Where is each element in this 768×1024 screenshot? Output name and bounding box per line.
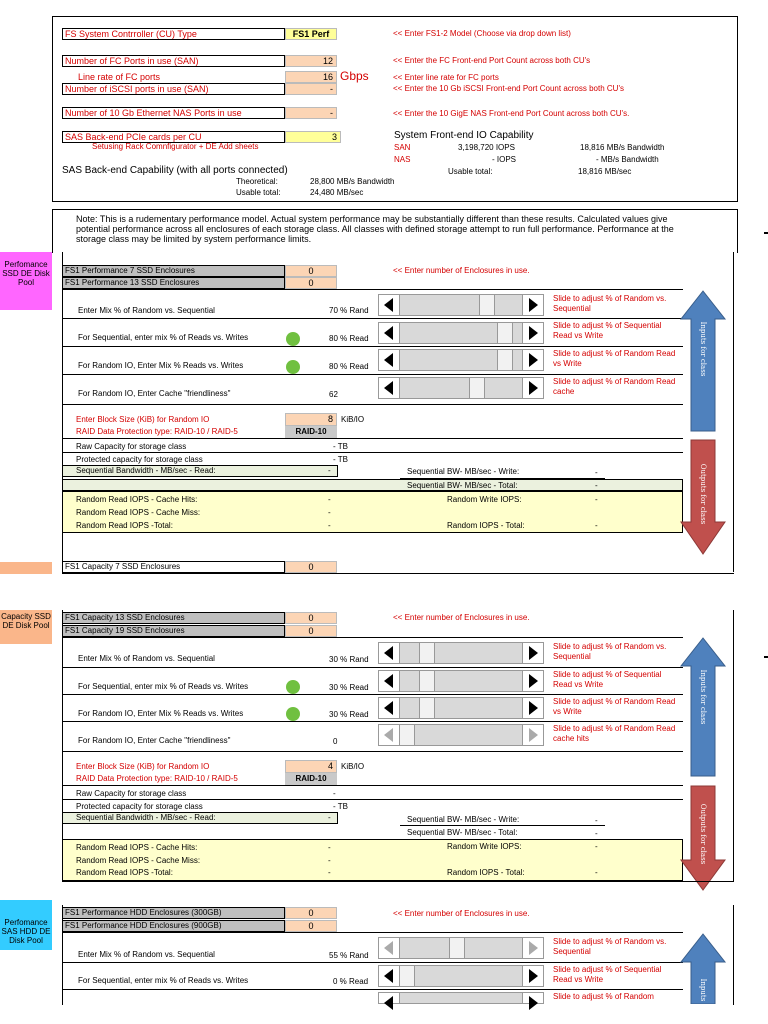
pool1-block-input[interactable]: 8 [285, 413, 337, 426]
pool1-seq-bw-read-value: - [328, 466, 331, 475]
pool2-prot-label: Protected capacity for storage class [76, 802, 203, 811]
pool1-enc2-label: FS1 Performance 13 SSD Enclosures [62, 277, 285, 289]
slider-thumb[interactable] [449, 938, 465, 958]
pool1-rand-rw-slider[interactable] [378, 349, 544, 371]
pool3-rand-rw-slider[interactable] [378, 992, 544, 1004]
pool1-prot-label: Protected capacity for storage class [76, 455, 203, 464]
slider-right-arrow-icon[interactable] [522, 698, 543, 718]
pool1-seq-rw-label: For Sequential, enter mix % of Reads vs. Writes [78, 333, 249, 342]
cu-type-select[interactable]: FS1 Perf [285, 28, 337, 40]
pool1-enc1-label: FS1 Performance 7 SSD Enclosures [62, 265, 285, 277]
slider-thumb[interactable] [399, 966, 415, 986]
pool2-raid-select[interactable]: RAID-10 [285, 773, 337, 785]
sas-cards-label: SAS Back-end PCIe cards per CU [62, 131, 285, 143]
pool2-bottom [62, 881, 734, 882]
pool3-mix-rand-label: Enter Mix % of Random vs. Sequential [78, 950, 215, 959]
nas-ports-label: Number of 10 Gb Ethernet NAS Ports in use [62, 107, 285, 119]
pool1-r-iops-total-label: Random IOPS - Total: [447, 521, 525, 530]
pool3-enc1-label: FS1 Performance HDD Enclosures (300GB) [62, 907, 285, 919]
pool1-rand-status-icon [286, 360, 300, 374]
san-iops: 3,198,720 IOPS [458, 143, 515, 152]
fc-rate-unit: Gbps [340, 69, 369, 83]
fc-ports-note: << Enter the FC Front-end Port Count across both CU's [393, 56, 591, 65]
pool2-seq-rw-label: For Sequential, enter mix % of Reads vs. Writes [78, 682, 249, 691]
pool1-rand-rw-note: Slide to adjust % of Random Read vs Write [553, 349, 676, 368]
pool2-sep [62, 751, 683, 752]
pool2-rand-rw-note: Slide to adjust % of Random Read vs Write [553, 697, 676, 716]
pool1-inputs-label: Inputs for class [699, 321, 707, 377]
pool1-sep [62, 438, 683, 439]
pool2-sep [62, 721, 683, 722]
pool2-cache-label: For Random IO, Enter Cache "friendliness" [78, 736, 231, 745]
slider-thumb[interactable] [399, 725, 415, 745]
nas-cap-label: NAS [394, 155, 411, 164]
pool2-seq-rw-slider[interactable] [378, 670, 544, 692]
pool1-seq-bw-total-value: - [595, 481, 598, 490]
pool1-cache-label: For Random IO, Enter Cache "friendliness" [78, 389, 231, 398]
slider-left-arrow-icon[interactable] [379, 295, 400, 315]
fc-rate-note: << Enter line rate for FC ports [393, 73, 499, 82]
pool2-seq-bw-read-value: - [328, 813, 331, 822]
fc-rate-label: Line rate of FC ports [78, 72, 161, 82]
pool2-seq-bw-total-value: - [595, 829, 598, 838]
fc-ports-input[interactable]: 12 [285, 55, 337, 67]
pool2-seq-rw-value: 30 % Read [329, 683, 369, 692]
pool1-block-label: Enter Block Size (KiB) for Random IO [76, 415, 210, 424]
slider-thumb[interactable] [419, 698, 435, 718]
iscsi-note: << Enter the 10 Gb iSCSI Front-end Port Count across both CU's [393, 84, 624, 93]
fc-ports-label: Number of FC Ports in use (SAN) [62, 55, 285, 67]
pool2-enc2-input[interactable]: 0 [285, 625, 337, 637]
note-text: Note: This is a rudementary performance model. Actual system performance may be substantially different than these results. Calculated values give potential performance across all enclosures of each storage class. All classes with defined storage attempt to run full performance. Performance at the storage class may be limited by system performance limits. [76, 214, 674, 244]
pool3-rand-rw-note: Slide to adjust % of Random [553, 992, 654, 1001]
slider-thumb[interactable] [497, 350, 513, 370]
slider-thumb[interactable] [419, 671, 435, 691]
pool2-rw-iops-label: Random Write IOPS: [447, 842, 522, 851]
pool2-rand-rw-slider[interactable] [378, 697, 544, 719]
pool2-seq-bw-write-label: Sequential BW- MB/sec - Write: [407, 815, 520, 824]
pool1-seq-bw-write-label: Sequential BW- MB/sec - Write: [407, 467, 520, 476]
pool3-frame-right [733, 905, 734, 1005]
sas-cards-sub: Setusing Rack Comnfigurator + DE Add sheets [92, 142, 259, 151]
pool1-seq-bw-read-label: Sequential Bandwidth - MB/sec - Read: [76, 466, 216, 475]
pool1-raw-label: Raw Capacity for storage class [76, 442, 187, 451]
pool3-sep [62, 989, 683, 990]
pool2-rand-status-icon [286, 707, 300, 721]
pool1-cache-note: Slide to adjust % of Random Read cache [553, 377, 676, 396]
slider-left-arrow-icon[interactable] [379, 378, 400, 398]
slider-thumb[interactable] [479, 295, 495, 315]
pool2-seq-status-icon [286, 680, 300, 694]
right-tick-2 [764, 656, 768, 658]
pool1-rw-iops-value: - [595, 495, 598, 504]
pool2-cache-value: 0 [333, 737, 338, 746]
pool2-mix-rand-value: 30 % Rand [329, 655, 369, 664]
pool1-tag: Perfomance SSD DE Disk Pool [0, 252, 52, 310]
pool1-cache-slider[interactable] [378, 377, 544, 399]
pool3-mix-rand-note: Slide to adjust % of Random vs. Sequential [553, 937, 667, 956]
slider-left-arrow-icon[interactable] [379, 671, 400, 691]
pool1-sep [62, 289, 683, 290]
nas-ports-note: << Enter the 10 GigE NAS Front-end Port Count across both CU's. [393, 109, 630, 118]
pool2-cache-note: Slide to adjust % of Random Read cache hits [553, 724, 676, 743]
pool1-raid-select[interactable]: RAID-10 [285, 426, 337, 438]
be-usable-label: Usable total: [236, 188, 281, 197]
san-label: SAN [394, 143, 411, 152]
pool2-enc-note: << Enter number of Enclosures in use. [393, 613, 530, 622]
pool2-rr-hits-label: Random Read IOPS - Cache Hits: [76, 843, 198, 852]
pool1-enc1-input[interactable]: 0 [285, 265, 337, 277]
pool2-sep [62, 799, 683, 800]
pool1-frame-right [733, 252, 734, 572]
pool2-rr-total-label: Random Read IOPS -Total: [76, 868, 173, 877]
cu-type-label: FS System Contrroller (CU) Type [62, 28, 285, 40]
pool2-tag: Capacity SSD DE Disk Pool [0, 610, 52, 644]
pool1-sep [62, 452, 683, 453]
pool2-block-input[interactable]: 4 [285, 760, 337, 773]
pool1-prot-value: - TB [333, 455, 348, 464]
nas-iops: - IOPS [492, 155, 517, 164]
slider-left-arrow-icon[interactable] [379, 993, 400, 1003]
pool1-seq-bw-total-row [62, 479, 683, 491]
fe-usable-value: 18,816 MB/sec [578, 167, 632, 176]
slider-thumb[interactable] [469, 378, 485, 398]
pool2-seq-bw-total-label: Sequential BW- MB/sec - Total: [407, 828, 518, 837]
pool1-rand-rw-label: For Random IO, Enter Mix % Reads vs. Writes [78, 361, 244, 370]
pool3-seq-rw-note: Slide to adjust % of Sequential Read vs Write [553, 965, 662, 984]
pool3-inputs-label: Inputs [699, 978, 707, 1002]
slider-right-arrow-icon[interactable] [522, 350, 543, 370]
pool2-r-iops-total-label: Random IOPS - Total: [447, 868, 525, 877]
pool1-rr-hits-label: Random Read IOPS - Cache Hits: [76, 495, 198, 504]
pool2-raid-label: RAID Data Protection type: RAID-10 / RAID-5 [76, 774, 238, 783]
slider-left-arrow-icon[interactable] [379, 725, 400, 745]
sas-cards-input[interactable]: 3 [285, 131, 341, 143]
pool1-sep [62, 318, 683, 319]
pool2-inputs-label: Inputs for class [699, 669, 707, 725]
pool1-seq-rw-value: 80 % Read [329, 334, 369, 343]
pool1-sep [62, 374, 683, 375]
pool1-enc-note: << Enter number of Enclosures in use. [393, 266, 530, 275]
pool2-rand-rw-value: 30 % Read [329, 710, 369, 719]
pool3-seq-rw-label: For Sequential, enter mix % of Reads vs. Writes [78, 976, 249, 985]
pool1-enc2-input[interactable]: 0 [285, 277, 337, 289]
pool1-seq-rw-note: Slide to adjust % of Sequential Read vs Write [553, 321, 662, 340]
slider-left-arrow-icon[interactable] [379, 938, 400, 958]
pool3-enc-note: << Enter number of Enclosures in use. [393, 909, 530, 918]
pool3-tag: Perfomance SAS HDD DE Disk Pool [0, 900, 52, 950]
pool2-sep [62, 667, 683, 668]
pool1-mix-rand-note: Slide to adjust % of Random vs. Sequential [553, 294, 667, 313]
theoretical-value: 28,800 MB/s Bandwidth [310, 177, 395, 186]
pool3-sep [62, 932, 683, 933]
pool2-frame-right [733, 610, 734, 882]
slider-right-arrow-icon[interactable] [522, 938, 543, 958]
slider-left-arrow-icon[interactable] [379, 966, 400, 986]
pool2-sep [62, 694, 683, 695]
pool1-mix-rand-value: 70 % Rand [329, 306, 369, 315]
pool1-bottom [62, 573, 734, 574]
pool1-rr-hits-value: - [328, 495, 331, 504]
pool2-sep [62, 785, 683, 786]
pool1-sep [62, 346, 683, 347]
slider-right-arrow-icon[interactable] [522, 323, 543, 343]
pool1-rr-miss-label: Random Read IOPS - Cache Miss: [76, 508, 201, 517]
slider-right-arrow-icon[interactable] [522, 966, 543, 986]
pool1-r-iops-total-value: - [595, 521, 598, 530]
pool1-rr-total-label: Random Read IOPS -Total: [76, 521, 173, 530]
pool3-enc2-input[interactable]: 0 [285, 920, 337, 932]
pool2-rr-miss-label: Random Read IOPS - Cache Miss: [76, 856, 201, 865]
slider-left-arrow-icon[interactable] [379, 643, 400, 663]
pool2-enc2-label: FS1 Capacity 19 SSD Enclosures [62, 625, 285, 637]
theoretical-label: Theoretical: [236, 177, 278, 186]
sas-be-label: SAS Back-end Capability (with all ports connected) [62, 165, 288, 176]
cu-type-note: << Enter FS1-2 Model (Choose via drop down list) [393, 29, 571, 38]
slider-left-arrow-icon[interactable] [379, 323, 400, 343]
pool3-mix-rand-value: 55 % Rand [329, 951, 369, 960]
pool1-cache-value: 62 [329, 390, 338, 399]
pool2-mix-rand-note: Slide to adjust % of Random vs. Sequential [553, 642, 667, 661]
slider-right-arrow-icon[interactable] [522, 671, 543, 691]
pool2-enc1-label: FS1 Capacity 13 SSD Enclosures [62, 612, 285, 624]
pool3-mix-rand-slider[interactable] [378, 937, 544, 959]
pool1-raw-value: - TB [333, 442, 348, 451]
pool2-prot-value: - TB [333, 802, 348, 811]
iscsi-label: Number of iSCSI ports in use (SAN) [62, 83, 285, 95]
pool1-seq-bw-write-value: - [595, 468, 598, 477]
pool2-sep [400, 825, 605, 826]
pool1-mix-rand-slider[interactable] [378, 294, 544, 316]
iscsi-input[interactable]: - [285, 83, 337, 95]
pool1-sep [62, 404, 683, 405]
pool2-mix-rand-label: Enter Mix % of Random vs. Sequential [78, 654, 215, 663]
pool1-seq-status-icon [286, 332, 300, 346]
pool1-seq-bw-total-label: Sequential BW- MB/sec - Total: [407, 481, 518, 490]
slider-left-arrow-icon[interactable] [379, 350, 400, 370]
pool3-sep [62, 962, 683, 963]
pool1-trailing-enc-label: FS1 Capacity 7 SSD Enclosures [62, 561, 285, 573]
pool1-block-unit: KiB/IO [341, 415, 365, 424]
pool2-cache-slider[interactable] [378, 724, 544, 746]
be-usable-value: 24,480 MB/sec [310, 188, 364, 197]
nas-bw: - MB/s Bandwidth [596, 155, 659, 164]
pool1-raid-label: RAID Data Protection type: RAID-10 / RAID-5 [76, 427, 238, 436]
slider-thumb[interactable] [419, 643, 435, 663]
pool2-r-iops-total-value: - [595, 868, 598, 877]
pool2-seq-bw-read-label: Sequential Bandwidth - MB/sec - Read: [76, 813, 216, 822]
pool3-enc2-label: FS1 Performance HDD Enclosures (900GB) [62, 920, 285, 932]
slider-right-arrow-icon[interactable] [522, 295, 543, 315]
pool1-rr-miss-value: - [328, 508, 331, 517]
right-tick-1 [764, 232, 768, 234]
pool2-rr-hits-value: - [328, 843, 331, 852]
pool2-block-unit: KiB/IO [341, 762, 365, 771]
pool3-seq-rw-value: 0 % Read [333, 977, 369, 986]
slider-right-arrow-icon[interactable] [522, 993, 543, 1003]
pool2-raw-label: Raw Capacity for storage class [76, 789, 187, 798]
sys-cap-title: System Front-end IO Capability [394, 130, 534, 141]
slider-left-arrow-icon[interactable] [379, 698, 400, 718]
pool2-mix-rand-slider[interactable] [378, 642, 544, 664]
slider-right-arrow-icon[interactable] [522, 378, 543, 398]
pool2-peek-tag [0, 562, 52, 574]
fc-rate-input[interactable]: 16 [285, 71, 337, 83]
slider-thumb[interactable] [497, 323, 513, 343]
slider-right-arrow-icon[interactable] [522, 725, 543, 745]
pool1-seq-rw-slider[interactable] [378, 322, 544, 344]
pool2-rw-iops-value: - [595, 842, 598, 851]
pool2-block-label: Enter Block Size (KiB) for Random IO [76, 762, 210, 771]
pool3-enc1-input[interactable]: 0 [285, 907, 337, 919]
pool2-rr-miss-value: - [328, 856, 331, 865]
pool1-rr-total-value: - [328, 521, 331, 530]
pool2-rr-total-value: - [328, 868, 331, 877]
pool2-raw-value: - [333, 789, 336, 798]
slider-right-arrow-icon[interactable] [522, 643, 543, 663]
pool3-seq-rw-slider[interactable] [378, 965, 544, 987]
pool1-rand-rw-value: 80 % Read [329, 362, 369, 371]
san-bw: 18,816 MB/s Bandwidth [580, 143, 665, 152]
fe-usable-label: Usable total: [448, 167, 493, 176]
pool2-outputs-label: Outputs for class [699, 803, 707, 865]
pool1-mix-rand-label: Enter Mix % of Random vs. Sequential [78, 306, 215, 315]
nas-ports-input[interactable]: - [285, 107, 337, 119]
pool2-seq-bw-write-value: - [595, 816, 598, 825]
pool1-rw-iops-label: Random Write IOPS: [447, 495, 522, 504]
pool2-enc1-input[interactable]: 0 [285, 612, 337, 624]
pool2-sep [62, 637, 683, 638]
pool1-outputs-label: Outputs for class [699, 463, 707, 525]
pool2-seq-rw-note: Slide to adjust % of Sequential Read vs Write [553, 670, 662, 689]
pool2-rand-rw-label: For Random IO, Enter Mix % Reads vs. Writes [78, 709, 244, 718]
pool1-trailing-enc-input[interactable]: 0 [285, 561, 337, 573]
